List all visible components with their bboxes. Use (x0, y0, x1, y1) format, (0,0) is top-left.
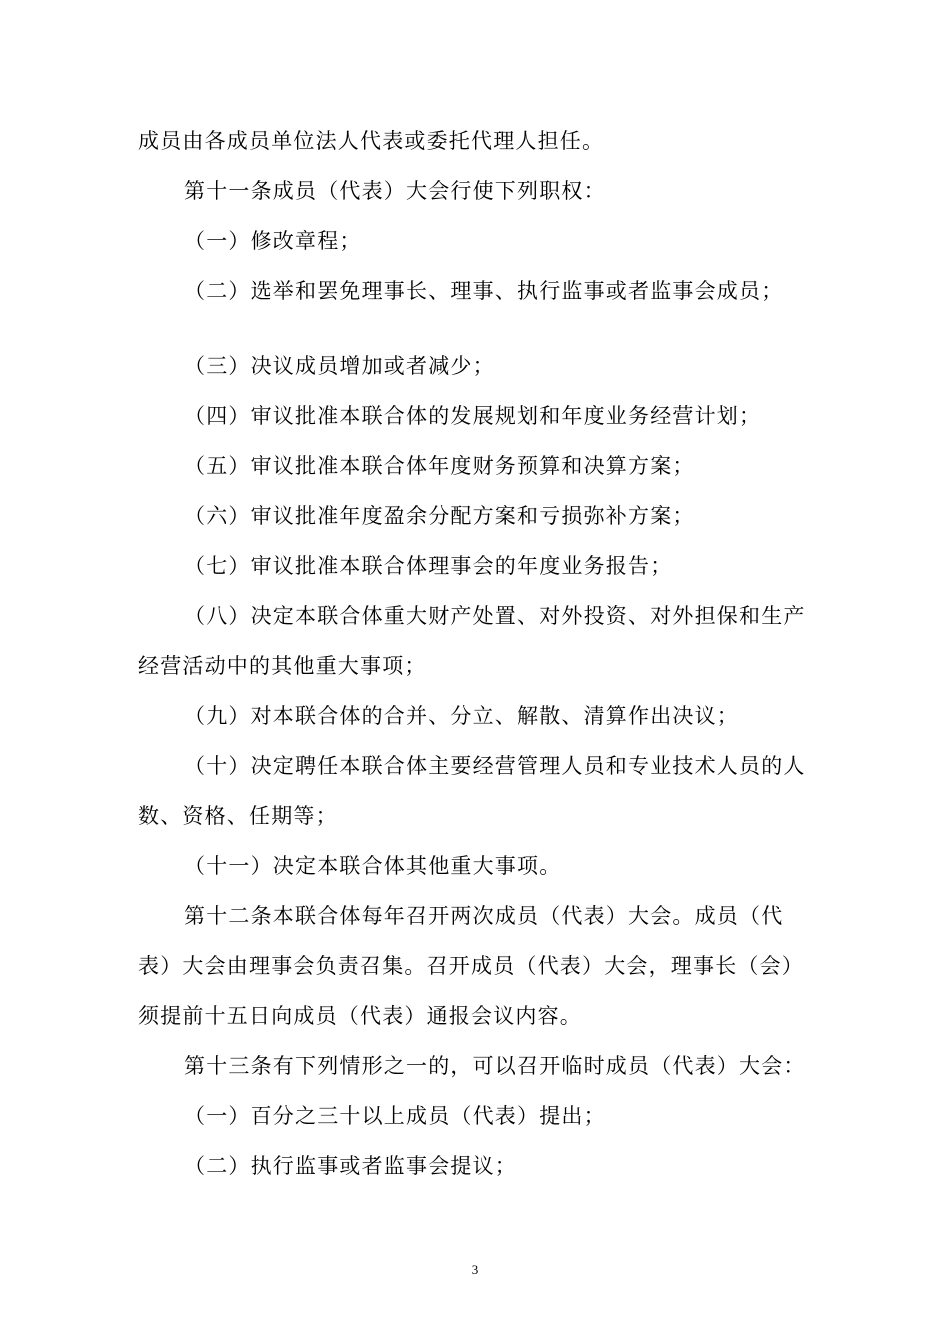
article-11-heading: 第十一条成员（代表）大会行使下列职权： (184, 179, 606, 203)
list-item: （一）百分之三十以上成员（代表）提出； (184, 1104, 606, 1128)
list-item: （二）选举和罢免理事长、理事、执行监事或者监事会成员； (184, 279, 784, 303)
list-item: （九）对本联合体的合并、分立、解散、清算作出决议； (184, 704, 739, 728)
list-item: （八）决定本联合体重大财产处置、对外投资、对外担保和生产 (184, 604, 806, 628)
page-number: 3 (471, 1262, 479, 1277)
list-item-continuation: 经营活动中的其他重大事项； (138, 654, 427, 678)
text-line: 成员由各成员单位法人代表或委托代理人担任。 (138, 129, 605, 153)
article-12-paragraph: 第十二条本联合体每年召开两次成员（代表）大会。成员（代 (184, 904, 784, 928)
list-item: （十一）决定本联合体其他重大事项。 (184, 854, 562, 878)
list-item: （四）审议批准本联合体的发展规划和年度业务经营计划； (184, 404, 762, 428)
article-12-paragraph-continuation: 表）大会由理事会负责召集。召开成员（代表）大会，理事长（会） (138, 954, 804, 978)
list-item: （六）审议批准年度盈余分配方案和亏损弥补方案； (184, 504, 695, 528)
list-item: （十）决定聘任本联合体主要经营管理人员和专业技术人员的人 (184, 754, 806, 778)
article-13-heading: 第十三条有下列情形之一的，可以召开临时成员（代表）大会： (184, 1054, 806, 1078)
article-12-paragraph-continuation: 须提前十五日向成员（代表）通报会议内容。 (138, 1004, 582, 1028)
list-item: （三）决议成员增加或者减少； (184, 354, 495, 378)
list-item: （五）审议批准本联合体年度财务预算和决算方案； (184, 454, 695, 478)
list-item: （七）审议批准本联合体理事会的年度业务报告； (184, 554, 673, 578)
list-item: （二）执行监事或者监事会提议； (184, 1154, 517, 1178)
list-item: （一）修改章程； (184, 229, 362, 253)
list-item-continuation: 数、资格、任期等； (138, 804, 338, 828)
